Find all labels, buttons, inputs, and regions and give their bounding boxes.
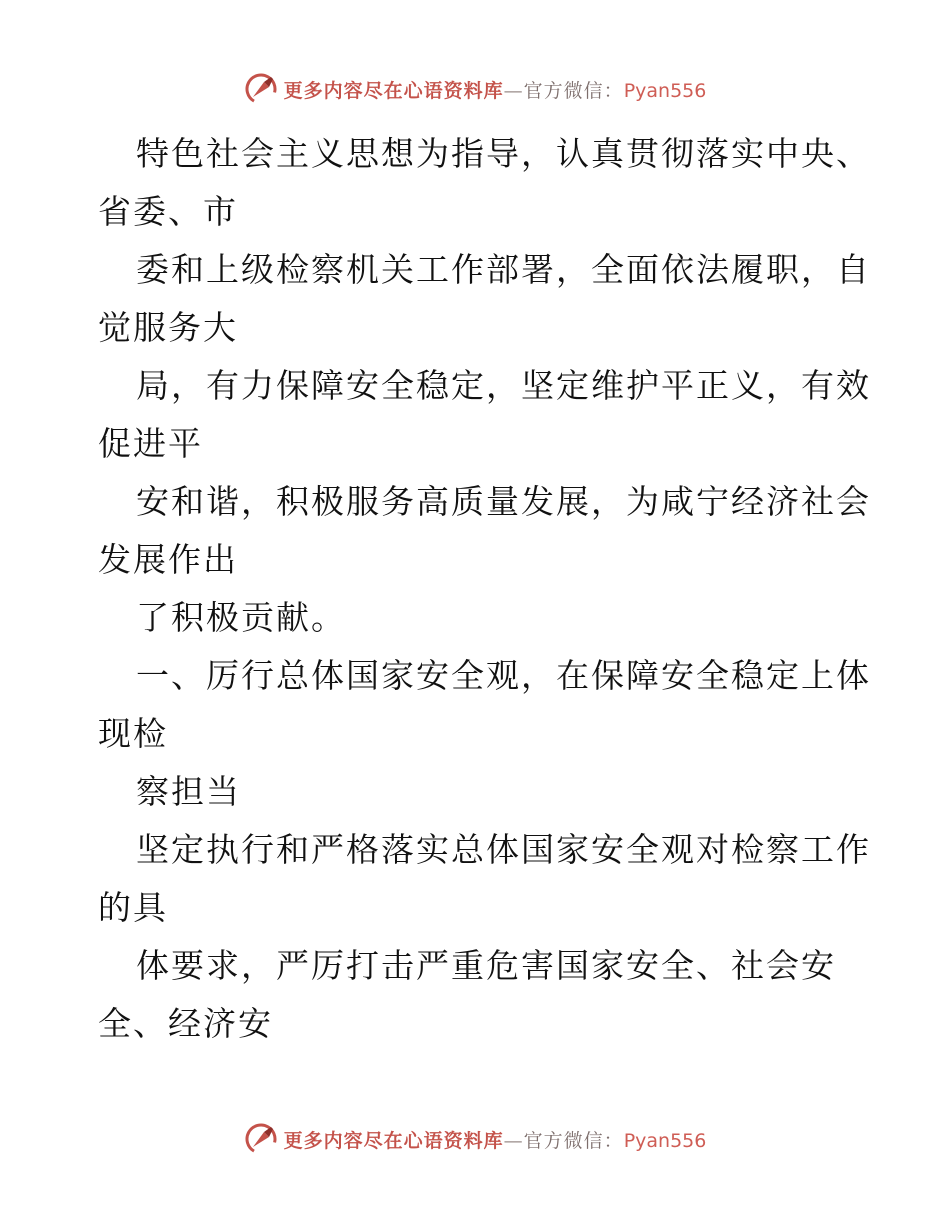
line-text: 了积极贡献。 (136, 598, 346, 637)
line-text: 促进平 (98, 424, 203, 463)
watermark-id: Pyan556 (623, 79, 707, 102)
text-line (98, 183, 858, 241)
text-line (98, 705, 858, 763)
text-line (98, 995, 858, 1053)
pen-nib-logo-icon (244, 72, 278, 106)
text-line (98, 125, 871, 183)
line-text: 特色社会主义思想为指导，认真贯彻落实中央、 (136, 134, 871, 173)
line-text: 省委、市 (98, 192, 238, 231)
watermark-main-text: 更多内容尽在心语资料库 (283, 1129, 504, 1152)
footer-watermark (0, 1122, 950, 1156)
text-line (98, 879, 858, 937)
line-text: 一、厉行总体国家安全观，在保障安全稳定上体 (136, 656, 871, 695)
text-line (98, 299, 858, 357)
text-line (98, 647, 871, 705)
line-text: 全、经济安 (98, 1004, 273, 1043)
header-watermark (0, 72, 950, 106)
watermark-separator: — (503, 1129, 524, 1152)
watermark-sub-text: 官方微信： (523, 79, 624, 102)
text-line (98, 937, 858, 995)
watermark-id: Pyan556 (623, 1129, 707, 1152)
line-text: 发展作出 (98, 540, 238, 579)
watermark-separator: — (503, 79, 524, 102)
text-line (98, 821, 871, 879)
line-text: 觉服务大 (98, 308, 238, 347)
text-line (98, 531, 858, 589)
text-line (98, 473, 871, 531)
line-text: 现检 (98, 714, 168, 753)
text-line (98, 589, 858, 647)
watermark-sub-text: 官方微信： (523, 1129, 624, 1152)
watermark-main-text: 更多内容尽在心语资料库 (283, 79, 504, 102)
line-text: 体要求，严厉打击严重危害国家安全、社会安 (136, 946, 836, 985)
text-line (98, 357, 871, 415)
pen-nib-logo-icon (244, 1122, 278, 1156)
text-line (98, 415, 858, 473)
line-text: 坚定执行和严格落实总体国家安全观对检察工作 (136, 830, 871, 869)
text-line (98, 241, 871, 299)
line-text: 的具 (98, 888, 168, 927)
line-text: 安和谐，积极服务高质量发展，为咸宁经济社会 (136, 482, 871, 521)
line-text: 局，有力保障安全稳定，坚定维护平正义，有效 (136, 366, 871, 405)
line-text: 委和上级检察机关工作部署，全面依法履职，自 (136, 250, 871, 289)
line-text: 察担当 (136, 772, 241, 811)
document-body (98, 125, 871, 1053)
text-line (98, 763, 858, 821)
